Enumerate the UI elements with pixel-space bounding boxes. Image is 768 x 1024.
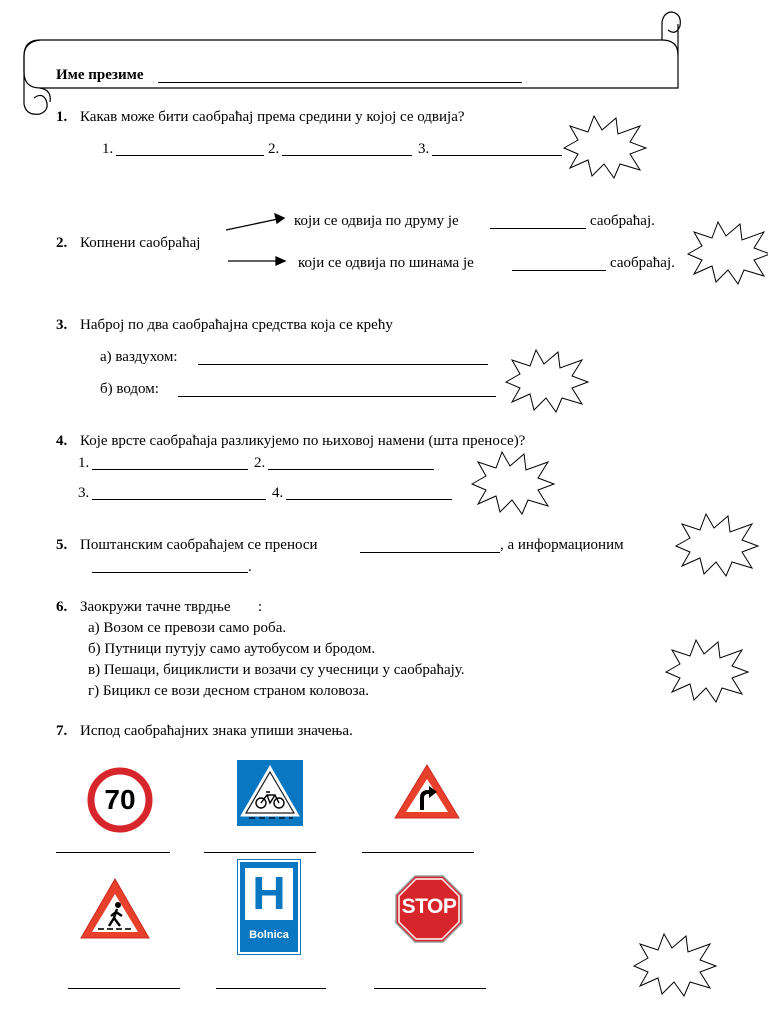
q5-answer-line[interactable] (360, 552, 500, 553)
sign-meaning-answer-line[interactable] (374, 988, 486, 989)
q5-text-end: , а информационим (500, 537, 624, 553)
q4-number: 4. (56, 433, 68, 449)
q4-option-label: 2. (254, 455, 266, 471)
q7-text: Испод саобраћајних знака упиши значења. (80, 723, 353, 739)
q1-option-label: 1. (102, 141, 114, 157)
q3-a-label: а) ваздухом: (100, 349, 178, 365)
pedestrian-crossing-warning-sign-icon (78, 876, 152, 942)
q4-option-label: 1. (78, 455, 90, 471)
q3-text: Наброј по два саобраћајна средства која се крећу (80, 317, 393, 333)
q2-line2-end: саобраћај. (610, 255, 675, 271)
curve-right-warning-sign-icon (392, 762, 462, 822)
q2-line1-end: саобраћај. (590, 213, 655, 229)
q4-answer-line[interactable] (92, 469, 248, 470)
sign-meaning-answer-line[interactable] (56, 852, 170, 853)
bicycle-crossing-sign-icon (237, 760, 303, 826)
name-label: Име презиме (56, 67, 144, 83)
q4-answer-line[interactable] (268, 469, 434, 470)
starburst-icon (684, 218, 768, 288)
stop-sign-text: STOP (401, 895, 457, 918)
q4-text: Које врсте саобраћаја разликујемо по њиховој намени (шта преносе)? (80, 433, 526, 449)
starburst-icon (672, 510, 762, 580)
hospital-sign-icon (238, 860, 300, 954)
q6-statement[interactable]: в) Пешаци, бициклисти и возачи су учесници у саобраћају. (88, 662, 465, 678)
q5-period: . (248, 559, 252, 575)
starburst-icon (468, 448, 558, 518)
speed-limit-value: 70 (104, 784, 136, 815)
q3-a-answer-line[interactable] (198, 364, 488, 365)
q3-b-answer-line[interactable] (178, 396, 496, 397)
q4-answer-line[interactable] (286, 499, 452, 500)
q6-colon: : (258, 599, 263, 615)
starburst-icon (662, 636, 752, 706)
q6-text: Заокружи тачне тврдње (80, 599, 231, 615)
q2-answer-line[interactable] (490, 228, 586, 229)
q5-number: 5. (56, 537, 68, 553)
q6-statement[interactable]: а) Возом се превози само роба. (88, 620, 287, 636)
q2-line2-text: који се одвија по шинама је (298, 255, 474, 271)
sign-meaning-answer-line[interactable] (204, 852, 316, 853)
q2-answer-line[interactable] (512, 270, 606, 271)
q4-option-label: 3. (78, 485, 90, 501)
starburst-icon (502, 346, 592, 416)
starburst-icon (630, 930, 720, 1000)
sign-meaning-answer-line[interactable] (216, 988, 326, 989)
q6-number: 6. (56, 599, 68, 615)
q3-number: 3. (56, 317, 68, 333)
hospital-sign-label: Bolnica (249, 929, 289, 941)
sign-meaning-answer-line[interactable] (362, 852, 474, 853)
q4-option-label: 4. (272, 485, 284, 501)
q6-statement[interactable]: б) Путници путују само аутобусом и бродом. (88, 641, 376, 657)
q7-number: 7. (56, 723, 68, 739)
q5-text: Поштанским саобраћајем се преноси (80, 537, 318, 553)
q5-answer-line[interactable] (92, 572, 248, 573)
sign-meaning-answer-line[interactable] (68, 988, 180, 989)
q6-statement[interactable]: г) Бицикл се вози десном страном коловоза. (88, 683, 370, 699)
q4-answer-line[interactable] (92, 499, 266, 500)
q3-b-label: б) водом: (100, 381, 159, 397)
q1-option-label: 3. (418, 141, 430, 157)
q1-number: 1. (56, 109, 68, 125)
hospital-sign-letter: H (252, 867, 286, 919)
starburst-icon (560, 112, 650, 182)
q2-lead: Копнени саобраћај (80, 235, 201, 251)
q2-number: 2. (56, 235, 68, 251)
q1-option-label: 2. (268, 141, 280, 157)
q2-line1-text: који се одвија по друму је (294, 213, 459, 229)
q1-text: Какав може бити саобраћај према средини у којој се одвија? (80, 109, 465, 125)
